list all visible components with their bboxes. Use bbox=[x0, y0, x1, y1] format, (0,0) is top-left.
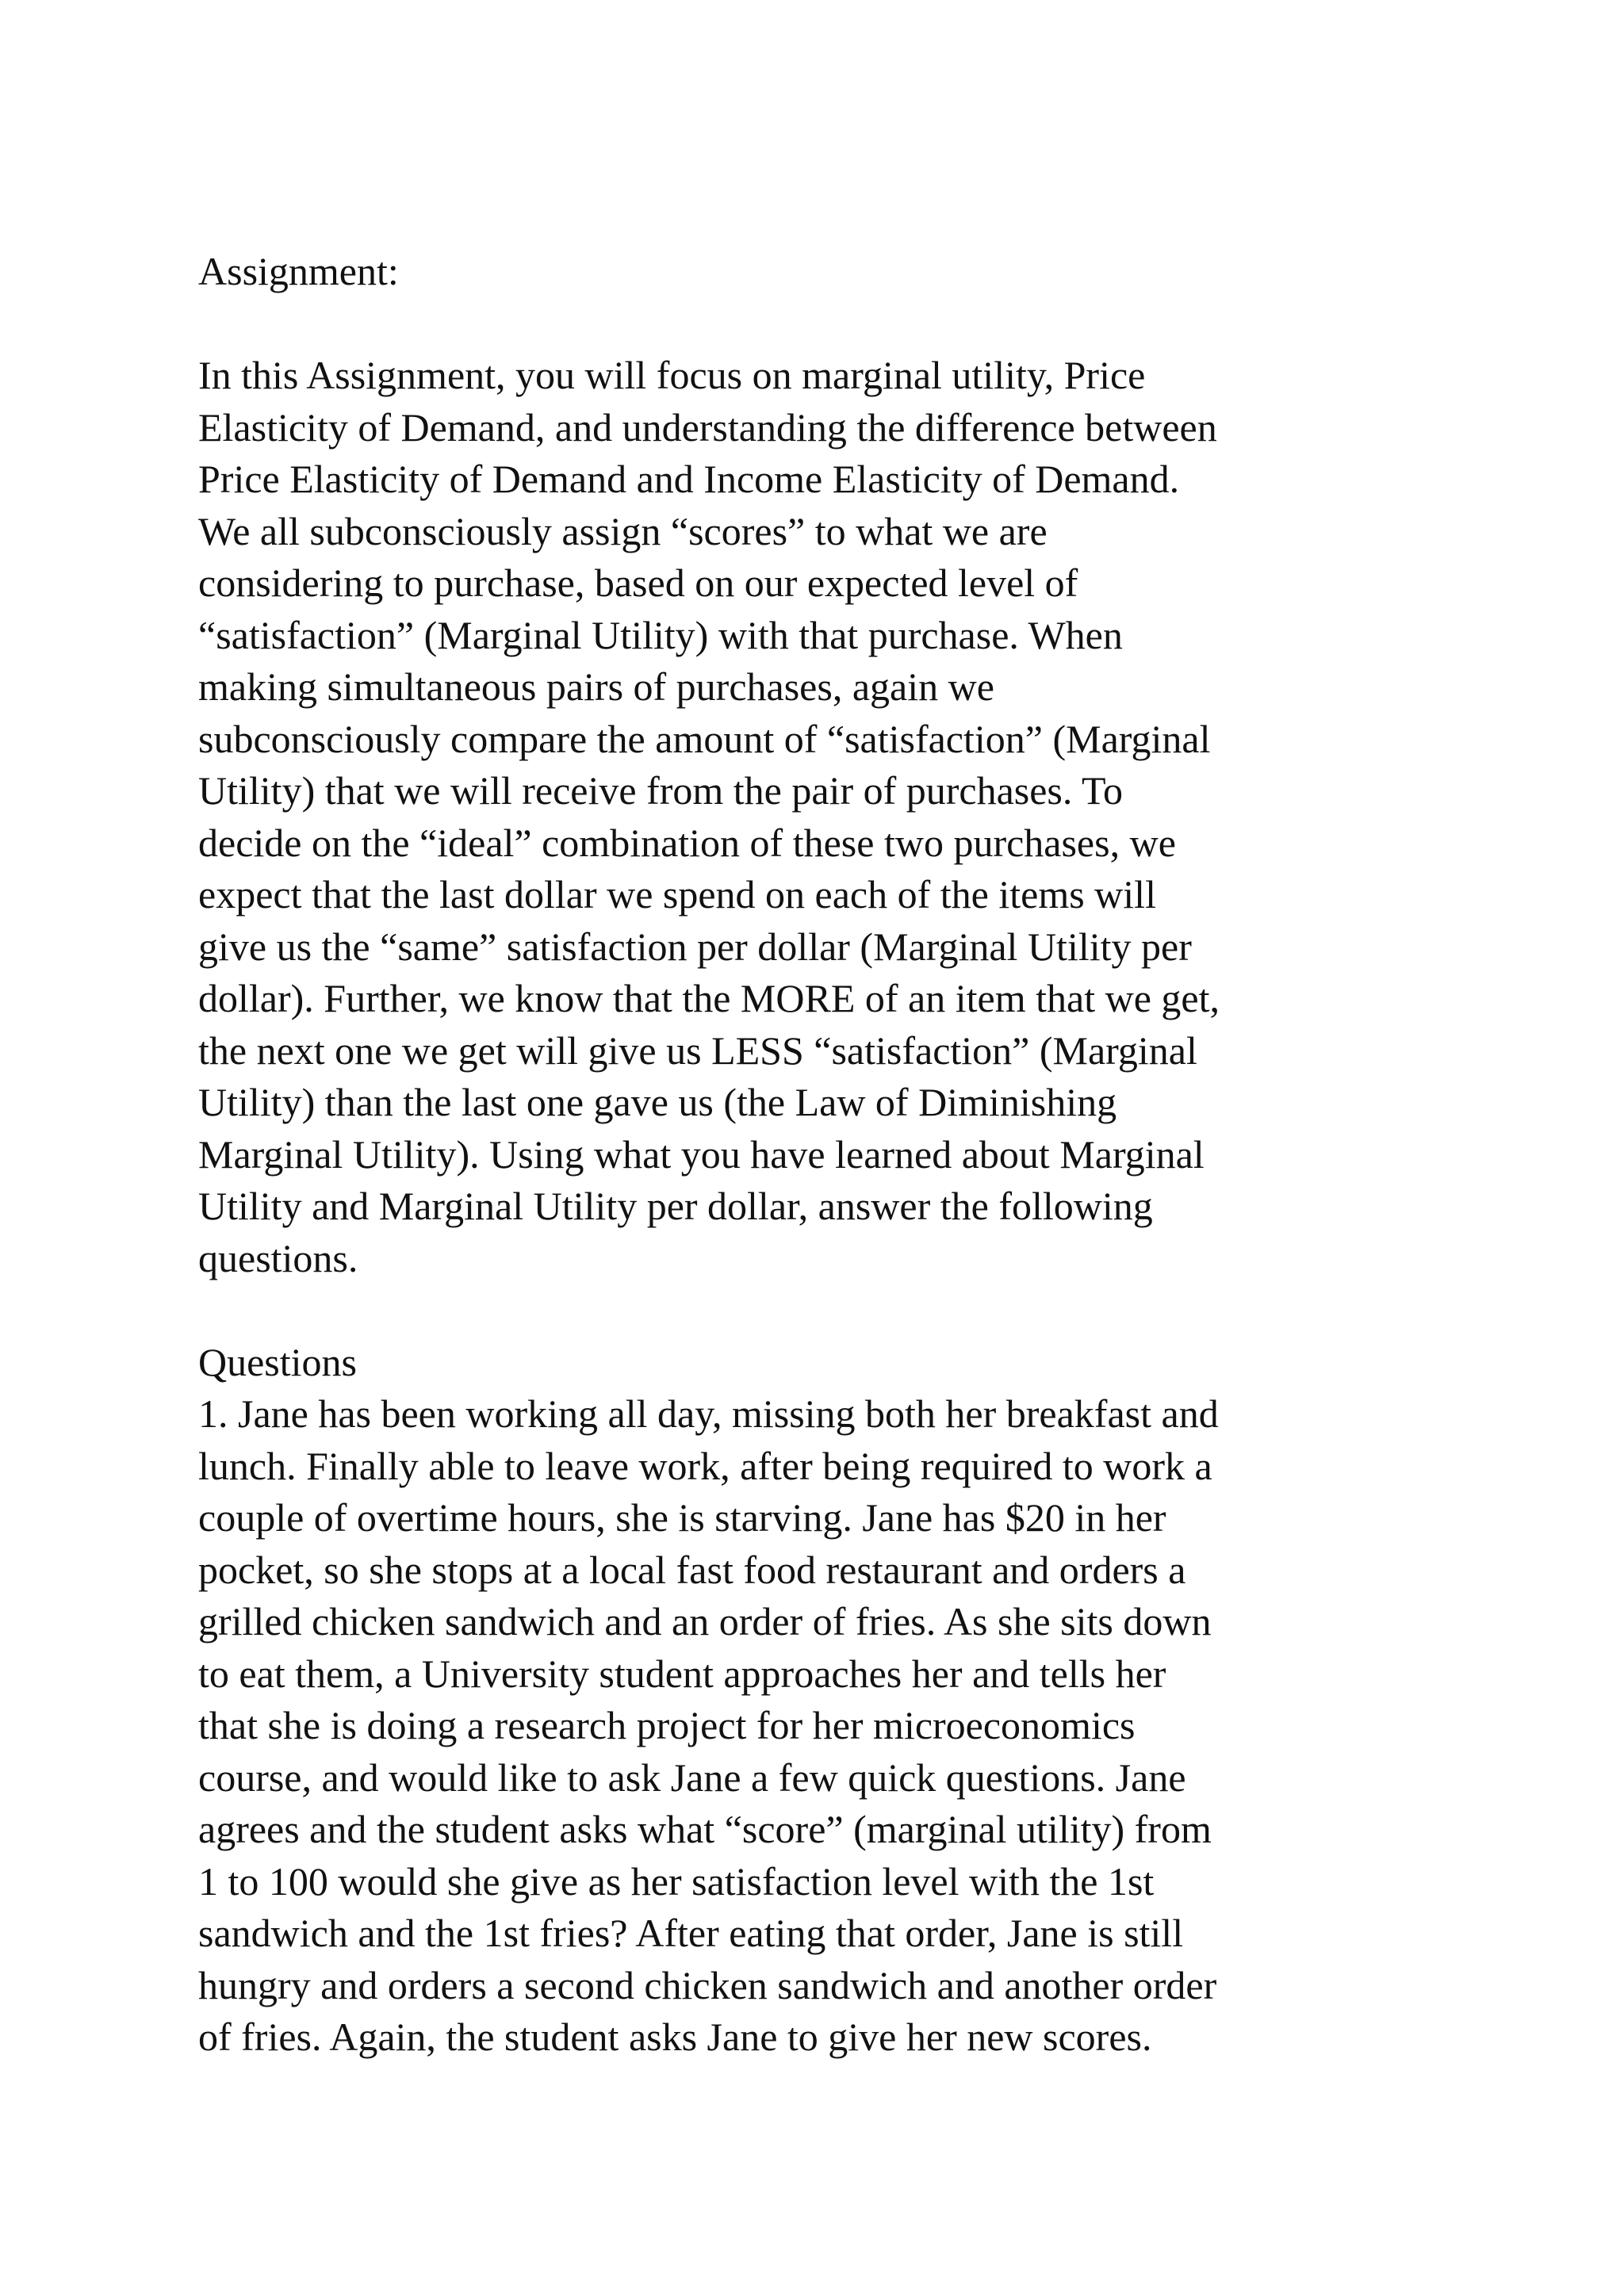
question-line: grilled chicken sandwich and an order of fries. As she sits down bbox=[198, 1599, 1212, 1644]
intro-line: questions. bbox=[198, 1235, 358, 1280]
question-1-paragraph bbox=[198, 1388, 1515, 2064]
question-line: of fries. Again, the student asks Jane to give her new scores. bbox=[198, 2015, 1152, 2059]
intro-paragraph bbox=[198, 350, 1515, 1284]
document-body bbox=[198, 246, 1515, 2064]
question-line: to eat them, a University student approaches her and tells her bbox=[198, 1651, 1166, 1696]
question-line: that she is doing a research project for her microeconomics bbox=[198, 1703, 1136, 1747]
intro-line: Utility) that we will receive from the pair of purchases. To bbox=[198, 768, 1124, 813]
intro-line: give us the “same” satisfaction per dollar (Marginal Utility per bbox=[198, 924, 1192, 969]
intro-line: dollar). Further, we know that the MORE of an item that we get, bbox=[198, 976, 1220, 1020]
question-line: course, and would like to ask Jane a few quick questions. Jane bbox=[198, 1755, 1186, 1800]
intro-line: In this Assignment, you will focus on marginal utility, Price bbox=[198, 353, 1146, 397]
paragraph-gap bbox=[198, 1284, 1515, 1337]
intro-line: subconsciously compare the amount of “satisfaction” (Marginal bbox=[198, 716, 1211, 761]
intro-line: decide on the “ideal” combination of these two purchases, we bbox=[198, 820, 1176, 865]
intro-line: “satisfaction” (Marginal Utility) with that purchase. When bbox=[198, 612, 1123, 657]
intro-line: Utility and Marginal Utility per dollar, answer the following bbox=[198, 1184, 1153, 1228]
question-line: sandwich and the 1st fries? After eating that order, Jane is still bbox=[198, 1911, 1184, 1955]
intro-line: making simultaneous pairs of purchases, again we bbox=[198, 664, 994, 709]
question-line: pocket, so she stops at a local fast food restaurant and orders a bbox=[198, 1547, 1186, 1592]
question-line: 1 to 100 would she give as her satisfaction level with the 1st bbox=[198, 1858, 1155, 1904]
questions-heading: Questions bbox=[198, 1339, 357, 1384]
question-line: lunch. Finally able to leave work, after being required to work a bbox=[198, 1443, 1212, 1488]
question-line: 1. Jane has been working all day, missing both her breakfast and bbox=[198, 1391, 1219, 1436]
intro-line: the next one we get will give us LESS “satisfaction” (Marginal bbox=[198, 1027, 1197, 1073]
paragraph-gap bbox=[198, 298, 1515, 350]
intro-line: Utility) than the last one gave us (the Law of Diminishing bbox=[198, 1080, 1117, 1124]
question-line: couple of overtime hours, she is starving. Jane has $20 in her bbox=[198, 1495, 1166, 1540]
intro-line: considering to purchase, based on our expected level of bbox=[198, 561, 1078, 605]
intro-line: Elasticity of Demand, and understanding the difference between bbox=[198, 404, 1217, 450]
intro-line: We all subconsciously assign “scores” to what we are bbox=[198, 508, 1048, 553]
question-line: agrees and the student asks what “score” (marginal utility) from bbox=[198, 1807, 1212, 1851]
question-line: hungry and orders a second chicken sandwich and another order bbox=[198, 1962, 1217, 2007]
intro-line: Price Elasticity of Demand and Income Elasticity of Demand. bbox=[198, 457, 1180, 501]
intro-line: Marginal Utility). Using what you have learned about Marginal bbox=[198, 1131, 1205, 1177]
intro-line: expect that the last dollar we spend on each of the items will bbox=[198, 872, 1156, 916]
assignment-heading: Assignment: bbox=[198, 249, 399, 293]
